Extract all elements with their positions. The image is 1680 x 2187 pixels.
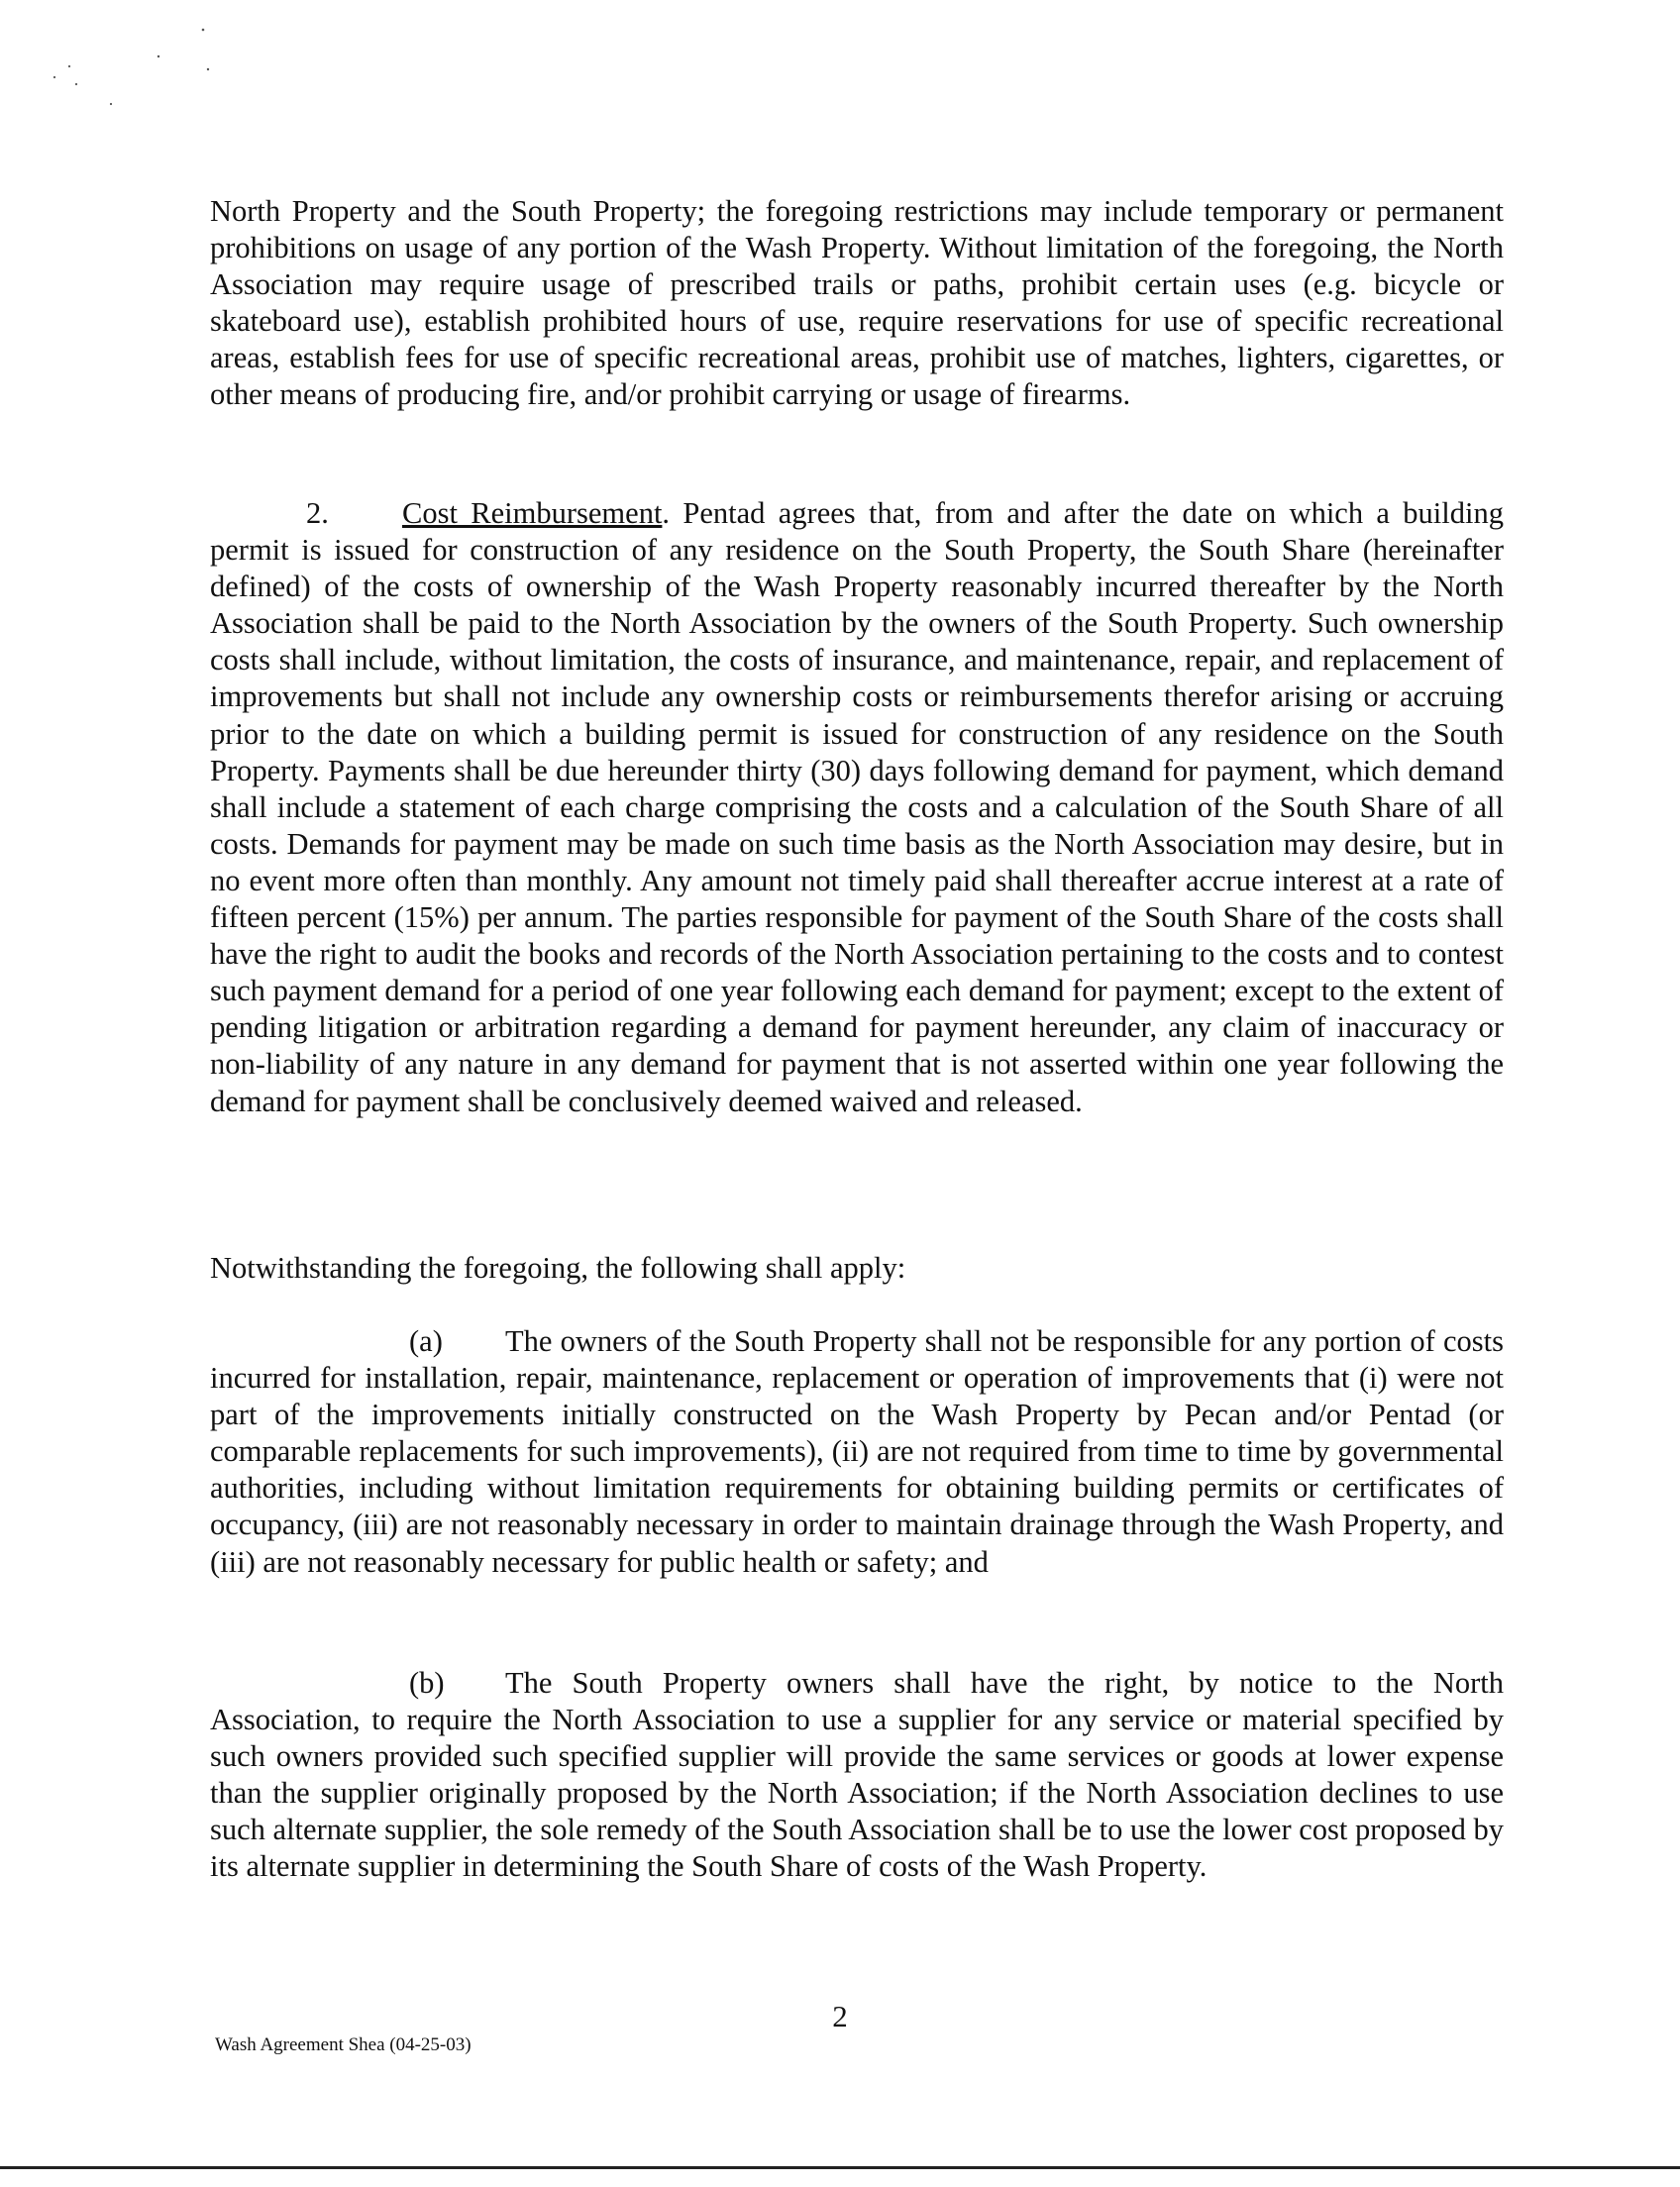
item-body-a: The owners of the South Property shall not be responsible for any portion of costs incurred for installation, repair, maintenance, replacement or operation of improvements that (i) were not part of the improvements initially constructed on the Wash Property by Pecan and/or Pentad (or comparable replacements for such improvements), (ii) are not required from time to time by governmental authorities, including without limitation requirements for obtaining building permits or certificates of occupancy, (iii) are not reasonably necessary in order to maintain drainage through the Wash Property, and (iii) are not reasonably necessary for public health or safety; and	[210, 1324, 1504, 1579]
scan-specks	[0, 0, 218, 119]
item-label-a: (a)	[409, 1324, 443, 1358]
speck	[202, 29, 205, 32]
speck	[158, 55, 159, 57]
item-body-b: The South Property owners shall have the right, by notice to the North Association, to require the North Association to use a supplier for any service or material specified by such owners provided such specified supplier will provide the same services or goods at lower expense than the supplier originally proposed by the North Association; if the North Association declines to use such alternate supplier, the sole remedy of the South Association shall be to use the lower cost proposed by its alternate supplier in determining the South Share of costs of the Wash Property.	[210, 1666, 1504, 1884]
paragraph-restrictions: North Property and the South Property; the foregoing restrictions may include temporary or permanent prohibitions on usage of any portion of the Wash Property. Without limitation of the foregoing, the North Association may require usage of prescribed trails or paths, prohibit certain uses (e.g. bicycle or skateboard use), establish prohibited hours of use, require reservations for use of specific recreational areas, establish fees for use of specific recreational areas, prohibit use of matches, lighters, cigarettes, or other means of producing fire, and/or prohibit carrying or usage of firearms.	[210, 194, 1504, 412]
footer-document-id: Wash Agreement Shea (04-25-03)	[215, 2034, 472, 2055]
paragraph-item-a	[210, 1323, 1504, 1581]
bottom-rule	[0, 2166, 1680, 2169]
section-body: . Pentad agrees that, from and after the date on which a building permit is issued for construction of any residence on the South Property, the South Share (hereinafter defined) of the costs of ownership of the Wash Property reasonably incurred thereafter by the North Association shall be paid to the North Association by the owners of the South Property. Such ownership costs shall include, without limitation, the costs of insurance, and maintenance, repair, and replacement of improvements but shall not include any ownership costs or reimbursements therefor arising or accruing prior to the date on which a building permit is issued for construction of any residence on the South Property. Payments shall be due hereunder thirty (30) days following demand for payment, which demand shall include a statement of each charge comprising the costs and a calculation of the South Share of all costs. Demands for payment may be made on such time basis as the North Association may desire, but in no event more often than monthly. Any amount not timely paid shall thereafter accrue interest at a rate of fifteen percent (15%) per annum. The parties responsible for payment of the South Share of the costs shall have the right to audit the books and records of the North Association pertaining to the costs and to contest such payment demand for a period of one year following each demand for payment; except to the extent of pending litigation or arbitration regarding a demand for payment hereunder, any claim of inaccuracy or non-liability of any nature in any demand for payment that is not asserted within one year following the demand for payment shall be conclusively deemed waived and released.	[210, 496, 1504, 1118]
speck	[110, 103, 112, 105]
speck	[75, 83, 77, 85]
paragraph-notwithstanding: Notwithstanding the foregoing, the following shall apply:	[210, 1251, 906, 1285]
paragraph-cost-reimbursement	[210, 495, 1504, 1120]
section-number: 2.	[306, 496, 329, 530]
paragraph-item-b	[210, 1665, 1504, 1886]
page-number: 2	[832, 1999, 848, 2033]
section-heading: Cost Reimbursement	[402, 496, 663, 530]
item-label-b: (b)	[409, 1666, 445, 1700]
speck	[68, 65, 70, 67]
speck	[53, 76, 55, 78]
speck	[207, 68, 209, 70]
